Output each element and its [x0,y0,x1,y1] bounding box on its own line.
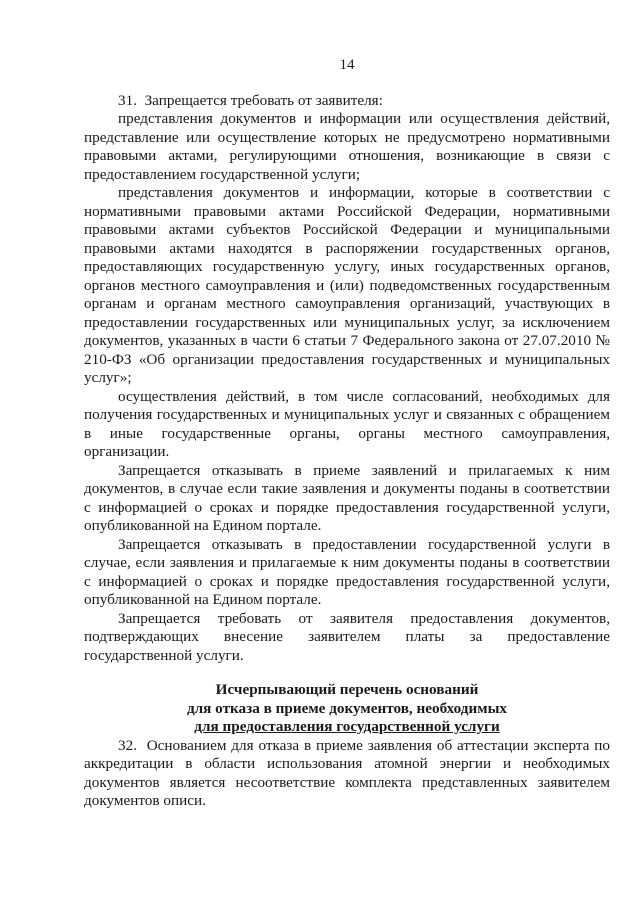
clause-31-item-2: представления документов и информации, которые в соответствии с нормативными правовыми актами Российской Федерации, нормативными правовыми актами субъектов Российской Федерации и муниципальными правовыми актами находятся в распоряжении государственных органов, предоставляющих государственную услугу, иных государственных органов, органов местного самоуправления и (или) подведомственных государственным органам и органам местного самоуправления организаций, участвующих в предоставлении государственных или муниципальных услуг, за исключением документов, указанных в части 6 статьи 7 Федерального закона от 27.07.2010 № 210-ФЗ «Об организации предоставления государственных и муниципальных услуг»; [84,184,610,386]
clause-31-item-3: осуществления действий, в том числе согласований, необходимых для получения государственных и муниципальных услуг и связанных с обращением в иные государственные органы, органы местного самоуправления, организации. [84,387,610,460]
clause-31-paragraph-2: Запрещается отказывать в предоставлении государственной услуги в случае, если заявления и прилагаемые к ним документы поданы в соответствии с информацией о сроках и порядке предоставления государственной услуги, опубликованной на Едином портале. [84,535,610,608]
clause-32-text: Основанием для отказа в приеме заявления об аттестации эксперта по аккредитации в области использования атомной энергии и необходимых документов является несоответствие комплекта представленных заявителем документов описи. [84,736,611,809]
section-heading [84,681,610,737]
clause-31-item-1: представления документов и информации или осуществления действий, представление или осуществление которых не предусмотрено нормативными правовыми актами, регулирующими отношения, возникающие в связи с предоставлением государственной услуги; [84,110,610,183]
clause-31-number: 31. [118,91,137,109]
page-number: 14 [339,57,355,73]
section-heading-line-3: для предоставления государственной услуги [194,718,500,735]
clause-31-intro-text: Запрещается требовать от заявителя: [144,91,383,109]
section-heading-line-1: Исчерпывающий перечень оснований [215,681,479,698]
clause-32 [84,737,610,811]
document-page [84,56,610,811]
clause-31-paragraph-1: Запрещается отказывать в приеме заявлений и прилагаемых к ним документов, в случае если такие заявления и документы поданы в соответствии с информацией о сроках и порядке предоставления государственной услуги, опубликованной на Едином портале. [84,461,610,534]
clause-31-paragraph-3: Запрещается требовать от заявителя предоставления документов, подтверждающих внесение заявителем платы за предоставление государственной услуги. [84,609,610,664]
section-heading-line-2: для отказа в приеме документов, необходимых [186,699,508,717]
clause-32-number: 32. [118,736,137,754]
clause-31-intro [84,92,610,111]
